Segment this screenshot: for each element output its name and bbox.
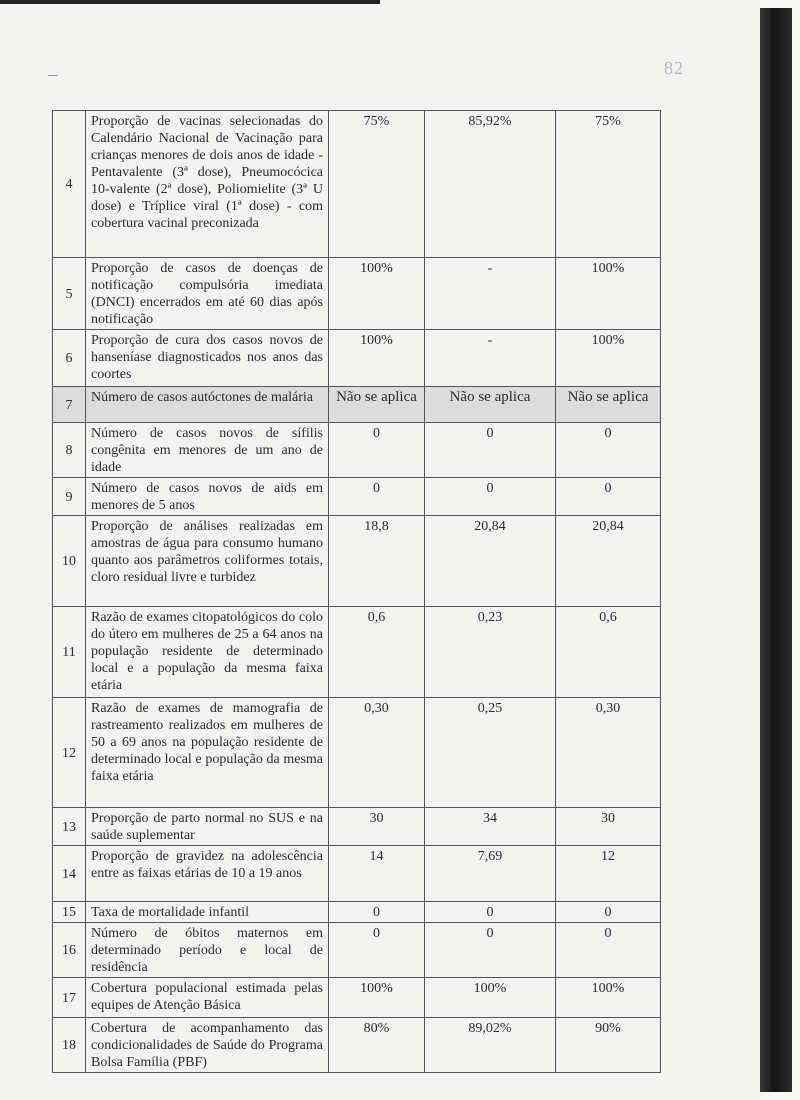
table-row <box>53 111 661 258</box>
row-number: 11 <box>53 607 86 698</box>
value-column-2: 0 <box>425 423 556 478</box>
indicators-table <box>52 110 661 1073</box>
value-column-3: 20,84 <box>556 516 661 607</box>
value-column-3: 100% <box>556 258 661 330</box>
indicator-description: Número de casos novos de aids em menores de 5 anos <box>86 478 329 516</box>
value-column-3: 100% <box>556 330 661 387</box>
indicator-description: Razão de exames citopatológicos do colo do útero em mulheres de 25 a 64 anos na população residente de determinado local e a população da mesma faixa etária <box>86 607 329 698</box>
value-column-1: 80% <box>329 1018 425 1073</box>
table-row <box>53 330 661 387</box>
row-number: 14 <box>53 846 86 902</box>
value-column-3: 0 <box>556 902 661 923</box>
page-mark <box>48 75 58 76</box>
value-column-1: 100% <box>329 978 425 1018</box>
value-column-2: 34 <box>425 808 556 846</box>
value-column-1: 100% <box>329 330 425 387</box>
row-number: 8 <box>53 423 86 478</box>
value-column-2: - <box>425 258 556 330</box>
indicator-description: Número de casos novos de sífilis congênita em menores de um ano de idade <box>86 423 329 478</box>
indicator-description: Proporção de análises realizadas em amostras de água para consumo humano quanto aos parâmetros coliformes totais, cloro residual livre e turbidez <box>86 516 329 607</box>
row-number: 13 <box>53 808 86 846</box>
value-column-3: 0,30 <box>556 698 661 808</box>
value-column-1: 0,30 <box>329 698 425 808</box>
row-number: 6 <box>53 330 86 387</box>
indicator-description: Proporção de vacinas selecionadas do Calendário Nacional de Vacinação para crianças menores de dois anos de idade - Pentavalente (3ª dose), Pneumocócica 10-valente (2ª dose), Poliomielite (3ª U dose) e Tríplice viral (1ª dose) - com cobertura vacinal preconizada <box>86 111 329 258</box>
table-row <box>53 978 661 1018</box>
value-column-1: 0,6 <box>329 607 425 698</box>
value-column-3: 100% <box>556 978 661 1018</box>
value-column-2: 0 <box>425 902 556 923</box>
table-row <box>53 387 661 423</box>
value-column-2: Não se aplica <box>425 387 556 423</box>
value-column-3: 90% <box>556 1018 661 1073</box>
value-column-2: 100% <box>425 978 556 1018</box>
binding-strip <box>760 8 792 1092</box>
table-row <box>53 808 661 846</box>
page-number: 82 <box>664 58 684 78</box>
row-number: 4 <box>53 111 86 258</box>
value-column-2: 0,23 <box>425 607 556 698</box>
value-column-2: - <box>425 330 556 387</box>
row-number: 15 <box>53 902 86 923</box>
value-column-3: 30 <box>556 808 661 846</box>
table-row <box>53 923 661 978</box>
value-column-2: 0 <box>425 923 556 978</box>
value-column-3: 75% <box>556 111 661 258</box>
scan-top-edge <box>0 0 380 4</box>
indicator-description: Proporção de parto normal no SUS e na saúde suplementar <box>86 808 329 846</box>
indicator-description: Razão de exames de mamografia de rastreamento realizados em mulheres de 50 a 69 anos na população residente de determinado local e população da mesma faixa etária <box>86 698 329 808</box>
value-column-2: 0 <box>425 478 556 516</box>
value-column-1: 0 <box>329 923 425 978</box>
indicator-description: Número de casos autóctones de malária <box>86 387 329 423</box>
indicator-description: Número de óbitos maternos em determinado período e local de residência <box>86 923 329 978</box>
indicator-description: Cobertura de acompanhamento das condicionalidades de Saúde do Programa Bolsa Família (PBF) <box>86 1018 329 1073</box>
table-row <box>53 846 661 902</box>
table-row <box>53 258 661 330</box>
indicator-description: Taxa de mortalidade infantil <box>86 902 329 923</box>
row-number: 10 <box>53 516 86 607</box>
value-column-2: 7,69 <box>425 846 556 902</box>
indicator-description: Cobertura populacional estimada pelas equipes de Atenção Básica <box>86 978 329 1018</box>
indicator-description: Proporção de cura dos casos novos de hanseníase diagnosticados nos anos das coortes <box>86 330 329 387</box>
value-column-3: 12 <box>556 846 661 902</box>
table-row <box>53 607 661 698</box>
value-column-1: Não se aplica <box>329 387 425 423</box>
value-column-1: 0 <box>329 902 425 923</box>
indicator-description: Proporção de casos de doenças de notificação compulsória imediata (DNCI) encerrados em até 60 dias após notificação <box>86 258 329 330</box>
table-row <box>53 516 661 607</box>
value-column-3: 0 <box>556 923 661 978</box>
value-column-3: Não se aplica <box>556 387 661 423</box>
table-row <box>53 698 661 808</box>
value-column-1: 14 <box>329 846 425 902</box>
value-column-2: 20,84 <box>425 516 556 607</box>
value-column-1: 100% <box>329 258 425 330</box>
indicator-description: Proporção de gravidez na adolescência entre as faixas etárias de 10 a 19 anos <box>86 846 329 902</box>
table-row <box>53 902 661 923</box>
value-column-1: 0 <box>329 423 425 478</box>
table-row <box>53 1018 661 1073</box>
row-number: 5 <box>53 258 86 330</box>
value-column-3: 0 <box>556 478 661 516</box>
value-column-1: 18,8 <box>329 516 425 607</box>
value-column-3: 0 <box>556 423 661 478</box>
value-column-2: 0,25 <box>425 698 556 808</box>
value-column-1: 75% <box>329 111 425 258</box>
table-row <box>53 478 661 516</box>
row-number: 7 <box>53 387 86 423</box>
table-row <box>53 423 661 478</box>
value-column-1: 0 <box>329 478 425 516</box>
row-number: 16 <box>53 923 86 978</box>
value-column-2: 89,02% <box>425 1018 556 1073</box>
row-number: 18 <box>53 1018 86 1073</box>
row-number: 17 <box>53 978 86 1018</box>
row-number: 9 <box>53 478 86 516</box>
value-column-3: 0,6 <box>556 607 661 698</box>
value-column-2: 85,92% <box>425 111 556 258</box>
value-column-1: 30 <box>329 808 425 846</box>
row-number: 12 <box>53 698 86 808</box>
indicators-table-body <box>53 111 661 1073</box>
